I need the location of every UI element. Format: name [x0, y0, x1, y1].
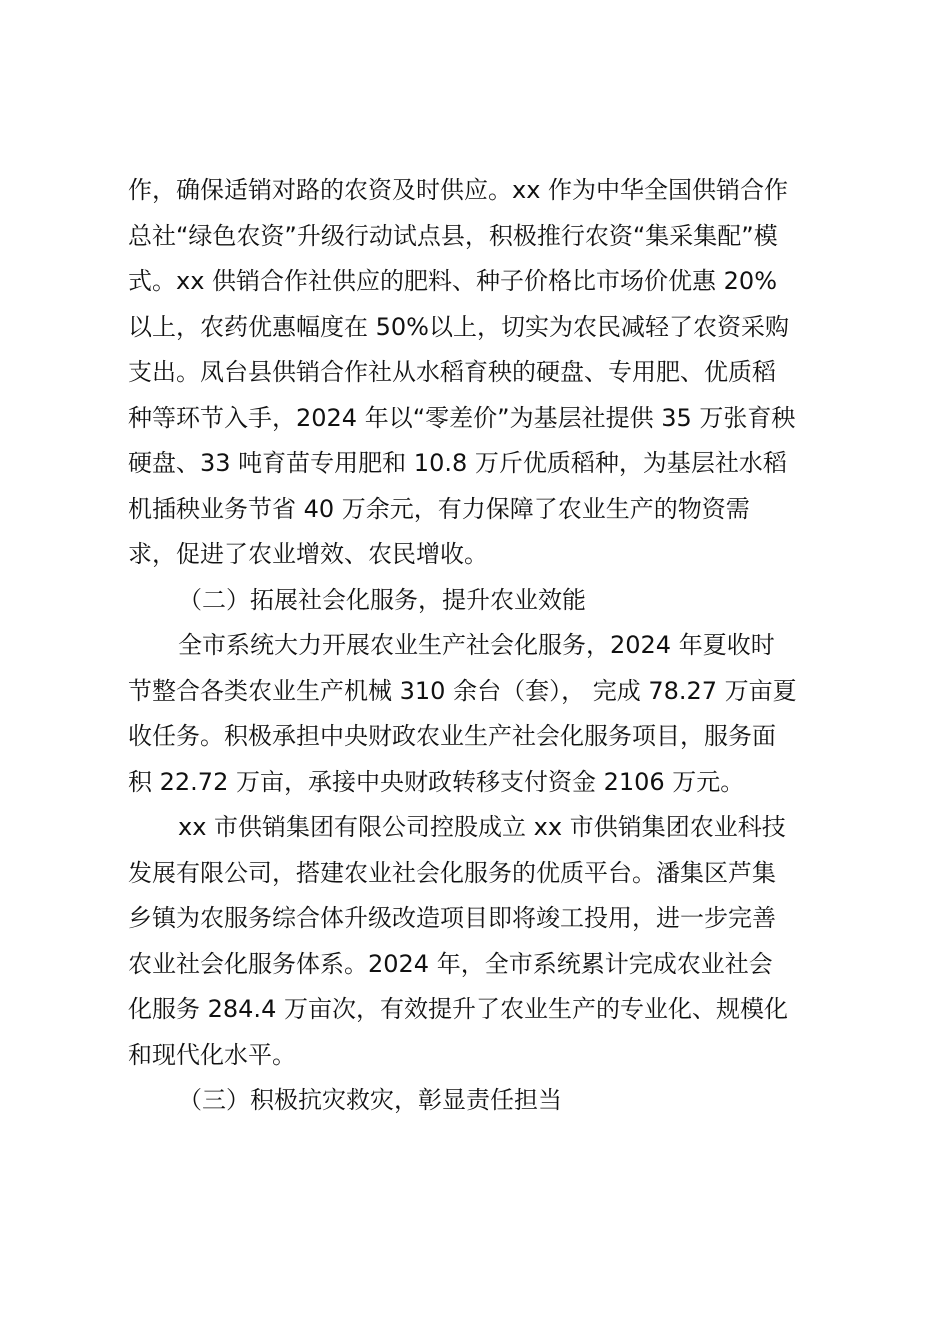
text-line: 式。xx 供销合作社供应的肥料、种子价格比市场价优惠 20%: [128, 267, 778, 295]
paragraph-supply: [128, 168, 838, 1124]
text-line: 支出。凤台县供销合作社从水稻育秧的硬盘、专用肥、优质稻: [128, 358, 776, 386]
text-line: 节整合各类农业生产机械 310 余台（套）， 完成 78.27 万亩夏: [128, 676, 797, 705]
text-line: 和现代化水平。: [128, 1040, 296, 1069]
text-line: 收任务。积极承担中央财政农业生产社会化服务项目，服务面: [128, 722, 776, 750]
text-line: 化服务 284.4 万亩次，有效提升了农业生产的专业化、规模化: [128, 995, 788, 1023]
text-line: 积 22.72 万亩，承接中央财政转移支付资金 2106 万元。: [128, 767, 745, 796]
text-line: 作，确保适销对路的农资及时供应。xx 作为中华全国供销合作: [128, 176, 789, 204]
text-line: 以上，农药优惠幅度在 50%以上，切实为农民减轻了农资采购: [128, 312, 789, 341]
text-line: 乡镇为农服务综合体升级改造项目即将竣工投用，进一步完善: [128, 904, 776, 932]
text-line: xx 市供销集团有限公司控股成立 xx 市供销集团农业科技: [178, 813, 786, 841]
text-line: 发展有限公司，搭建农业社会化服务的优质平台。潘集区芦集: [128, 858, 776, 887]
section-heading-3: （三）积极抗灾救灾，彰显责任担当: [178, 1086, 562, 1114]
text-line: 求，促进了农业增效、农民增收。: [128, 540, 488, 568]
text-line: 机插秧业务节省 40 万余元，有力保障了农业生产的物资需: [128, 494, 750, 523]
text-line: 硬盘、33 吨育苗专用肥和 10.8 万斤优质稻种，为基层社水稻: [128, 449, 787, 477]
section-heading-2: （二）拓展社会化服务，提升农业效能: [178, 585, 586, 614]
text-line: 种等环节入手，2024 年以“零差价”为基层社提供 35 万张育秧: [128, 403, 796, 432]
text-line: 总社“绿色农资”升级行动试点县，积极推行农资“集采集配”模: [128, 221, 778, 250]
text-line: 农业社会化服务体系。2024 年，全市系统累计完成农业社会: [128, 949, 773, 978]
text-line: 全市系统大力开展农业生产社会化服务，2024 年夏收时: [178, 631, 775, 659]
